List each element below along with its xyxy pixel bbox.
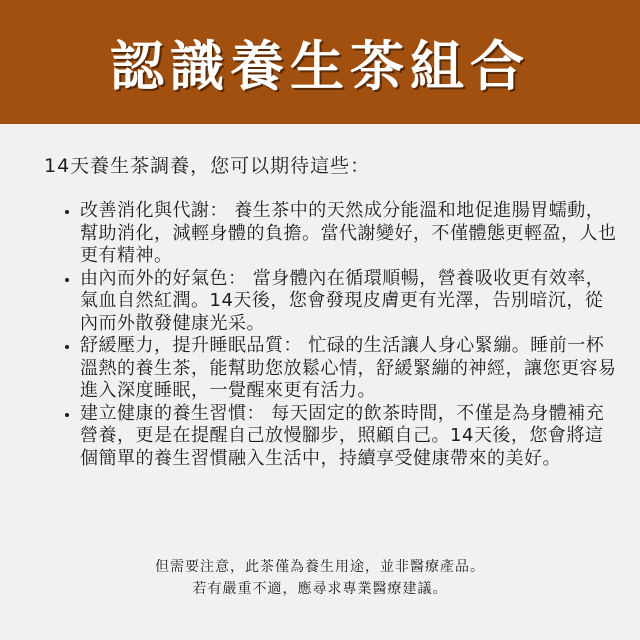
intro-text: 14天養生茶調養，您可以期待這些： bbox=[44, 155, 371, 177]
benefit-item-digestion: • 改善消化與代謝： 養生茶中的天然成分能溫和地促進腸胃蠕動，幫助消化，減輕身體的負擔。當代謝變好，不僅體態更輕盈，人也更有精神。 bbox=[80, 200, 620, 268]
title-banner bbox=[0, 0, 640, 124]
benefit-item-complexion: • 由內而外的好氣色： 當身體內在循環順暢，營養吸收更有效率，氣血自然紅潤。14天後，您會發現皮膚更有光澤，告別暗沉，從內而外散發健康光采。 bbox=[80, 268, 620, 336]
page-title: 認識養生茶組合 bbox=[110, 34, 530, 98]
disclaimer-line-1: 但需要注意，此茶僅為養生用途，並非醫療產品。 bbox=[155, 559, 485, 575]
benefit-list bbox=[58, 200, 620, 470]
disclaimer bbox=[0, 556, 640, 600]
disclaimer-line-2: 若有嚴重不適，應尋求專業醫療建議。 bbox=[192, 581, 448, 597]
benefit-item-sleep: • 舒緩壓力，提升睡眠品質： 忙碌的生活讓人身心緊繃。睡前一杯溫熱的養生茶，能幫助您放鬆心情，舒緩緊繃的神經，讓您更容易進入深度睡眠，一覺醒來更有活力。 bbox=[80, 335, 620, 403]
benefit-item-habit: • 建立健康的養生習慣： 每天固定的飲茶時間，不僅是為身體補充營養，更是在提醒自己放慢腳步，照顧自己。14天後，您會將這個簡單的養生習慣融入生活中，持續享受健康帶來的美好。 bbox=[80, 403, 620, 471]
